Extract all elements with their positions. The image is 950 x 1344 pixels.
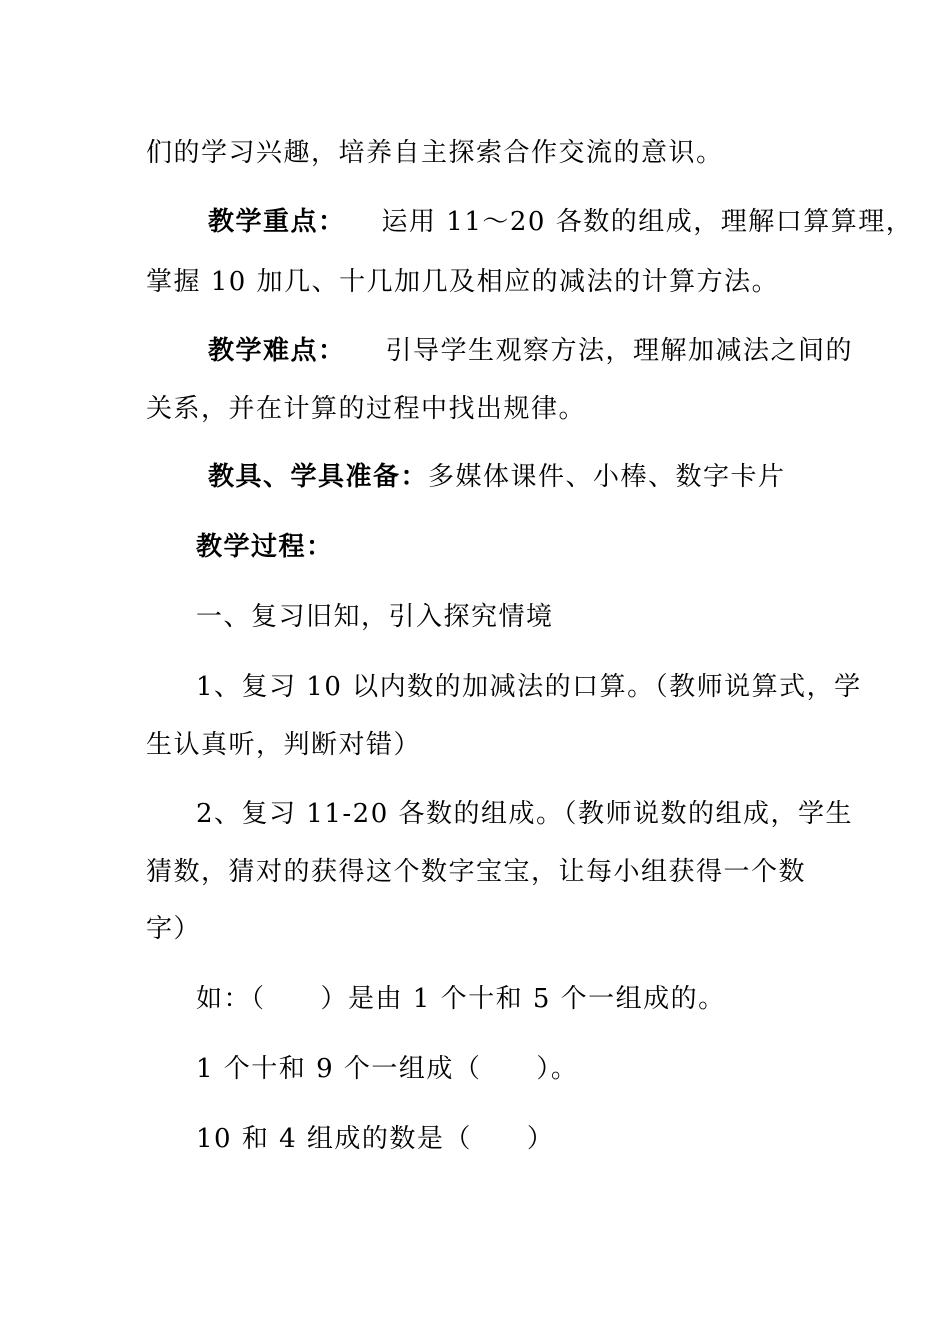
difficulties-continuation: 关系，并在计算的过程中找出规律。 — [146, 394, 587, 424]
example-line: 如：（ ）是由 1 个十和 5 个一组成的。 — [196, 984, 726, 1014]
list-item: 2、复习 11-20 各数的组成。（教师说数的组成，学生 — [196, 799, 854, 829]
process-heading: 教学过程： — [196, 532, 334, 562]
difficulties-line — [208, 334, 853, 368]
section-heading: 一、复习旧知，引入探究情境 — [196, 602, 554, 632]
key-points-line — [208, 205, 913, 239]
key-points-label: 教学重点： — [208, 207, 346, 237]
key-points-text: 运用 11～20 各数的组成，理解口算算理， — [381, 207, 914, 237]
list-item-continuation: 猜数，猜对的获得这个数字宝宝，让每小组获得一个数 — [146, 857, 807, 887]
preparation-text: 多媒体课件、小棒、数字卡片 — [428, 462, 786, 492]
list-item-continuation: 字） — [146, 914, 202, 944]
paragraph-line: 们的学习兴趣，培养自主探索合作交流的意识。 — [146, 138, 724, 168]
preparation-line — [208, 460, 786, 494]
difficulties-text: 引导学生观察方法，理解加减法之间的 — [385, 336, 854, 366]
list-item: 1、复习 10 以内数的加减法的口算。（教师说算式，学 — [196, 672, 862, 702]
difficulties-label: 教学难点： — [208, 336, 346, 366]
preparation-label: 教具、学具准备： — [208, 462, 429, 492]
list-item-continuation: 生认真听，判断对错） — [146, 730, 422, 760]
key-points-continuation: 掌握 10 加几、十几加几及相应的减法的计算方法。 — [146, 267, 780, 297]
example-line: 10 和 4 组成的数是（ ） — [196, 1124, 555, 1154]
example-line: 1 个十和 9 个一组成（ ）。 — [196, 1054, 579, 1084]
